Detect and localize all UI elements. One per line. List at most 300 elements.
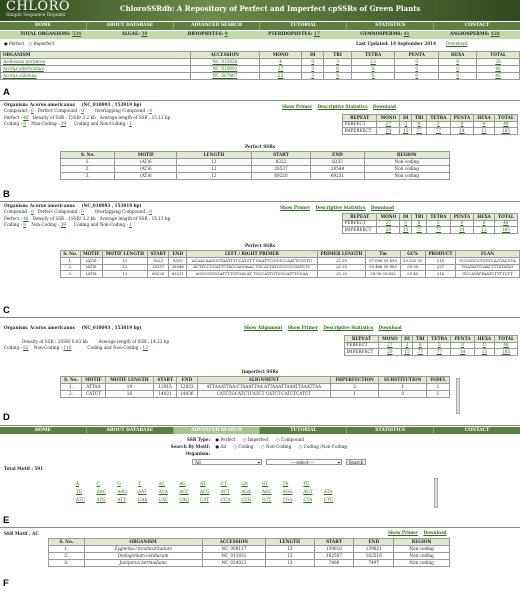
- table-row: [61, 166, 450, 173]
- table-cell-link[interactable]: 27: [385, 121, 392, 127]
- table-cell-link[interactable]: 0: [456, 65, 459, 71]
- show-primer-link[interactable]: Show Primer: [287, 325, 318, 330]
- motif-link[interactable]: T: [137, 481, 141, 486]
- table-cell: 12: [266, 560, 315, 567]
- table-cell-link[interactable]: 185: [502, 348, 511, 354]
- motif-select[interactable]: ----select---- ▾: [266, 459, 342, 465]
- show-primer-link[interactable]: Show Primer: [280, 205, 311, 210]
- motif-link[interactable]: ATC: [76, 496, 85, 502]
- panel-c: [0, 201, 520, 317]
- motif-link[interactable]: AAG: [117, 488, 127, 494]
- motif-link[interactable]: CCT: [261, 496, 272, 502]
- table-cell-link[interactable]: 14: [459, 226, 465, 232]
- table-cell-link[interactable]: 0: [460, 121, 464, 127]
- table-cell-link[interactable]: 15: [403, 226, 409, 232]
- table-cell[interactable]: [377, 128, 400, 134]
- download-link[interactable]: Download: [446, 41, 468, 46]
- table-cell-link[interactable]: 27: [387, 342, 393, 348]
- table-cell[interactable]: [324, 66, 352, 73]
- table-cell: Non coding: [394, 560, 450, 567]
- stat-gymno-link[interactable]: 41: [403, 31, 410, 37]
- table-cell: IMPERFECT: [343, 227, 377, 233]
- table-cell: 28548: [169, 264, 187, 271]
- table-cell: 2: [330, 384, 378, 391]
- radio-region-noncoding[interactable]: ○ Non-Coding: [260, 444, 292, 449]
- motif-link[interactable]: AGT: [303, 488, 313, 494]
- stat-algae: ALGAE: 39: [121, 31, 148, 37]
- nav-tutorial[interactable]: TUTORIAL: [260, 22, 347, 30]
- descriptive-stats-link[interactable]: Descriptive Statistics: [315, 205, 366, 210]
- links-f: [388, 531, 447, 536]
- table-cell: (AT)6: [80, 258, 102, 265]
- table-cell[interactable]: [324, 59, 352, 66]
- column-header: HEXA: [474, 214, 495, 221]
- stat-angio: ANGIOSPERMS: 428: [449, 31, 500, 37]
- site-title: ChloroSSRdb: A Repository of Perfect and Imperfect cpSSRs of Green Plants: [120, 4, 421, 13]
- table-cell[interactable]: [439, 59, 477, 66]
- table-cell: 59.96 59.655: [366, 271, 400, 278]
- radio-type-perfect[interactable]: ● Perfect: [215, 437, 236, 442]
- motif-link[interactable]: ACC: [179, 488, 189, 494]
- table-cell[interactable]: [191, 66, 260, 73]
- column-header: S. No.: [61, 152, 115, 159]
- table-cell: TGATAGTCAATTTTATATAT: [456, 264, 520, 271]
- show-alignment-link[interactable]: Show Alignment: [244, 325, 283, 330]
- table-cell[interactable]: [351, 66, 394, 73]
- motif-link[interactable]: TC: [303, 481, 310, 486]
- motif-link[interactable]: ACG: [199, 488, 210, 494]
- motif-link[interactable]: GT: [261, 481, 269, 486]
- stat-total-link[interactable]: 534: [72, 31, 82, 37]
- download-link[interactable]: Download: [370, 205, 394, 210]
- table-cell-link[interactable]: 45: [495, 72, 501, 78]
- motif-link[interactable]: AC: [158, 481, 165, 486]
- radio-region-all[interactable]: ● All: [215, 444, 227, 449]
- radio-type-imperfect[interactable]: ○ Imperfect: [242, 437, 269, 442]
- table-cell-link[interactable]: 29: [385, 127, 392, 133]
- motif-link[interactable]: CTA: [303, 496, 313, 502]
- descriptive-stats-link[interactable]: Descriptive Statistics: [323, 325, 374, 330]
- table-cell[interactable]: [401, 349, 413, 355]
- table-row: [49, 553, 450, 560]
- table-cell[interactable]: [351, 59, 394, 66]
- table-cell[interactable]: [477, 66, 520, 73]
- stat-bryo-link[interactable]: 9: [224, 31, 228, 37]
- table-row: [61, 391, 450, 398]
- table-cell: 12: [102, 258, 147, 265]
- table-cell-link[interactable]: 3: [404, 220, 408, 226]
- motif-link[interactable]: ATA: [323, 488, 333, 494]
- motif-link[interactable]: CCA: [220, 496, 231, 502]
- motif-link[interactable]: AGC: [261, 488, 272, 494]
- motif-link[interactable]: AAT: [137, 488, 147, 494]
- table-cell: 8322: [251, 159, 311, 166]
- table-cell-link[interactable]: 0: [415, 65, 419, 71]
- nav-statistics[interactable]: STATISTICS: [347, 22, 434, 30]
- noncoding-link[interactable]: 110: [63, 345, 72, 351]
- motif-link: [365, 482, 386, 487]
- table-cell-link[interactable]: 0: [311, 58, 315, 64]
- compound-link[interactable]: 0: [31, 108, 34, 114]
- table-cell: 12: [177, 166, 251, 173]
- compound-link[interactable]: 0: [31, 209, 34, 215]
- table-cell-link[interactable]: 8: [336, 72, 339, 78]
- table-cell: 1.: [61, 384, 82, 391]
- table-cell: Non coding: [364, 173, 449, 180]
- table-cell-link[interactable]: 0: [415, 72, 419, 78]
- column-header: MOTIF: [115, 152, 177, 159]
- table-cell-link[interactable]: 27: [277, 65, 284, 71]
- table-cell[interactable]: [259, 66, 302, 73]
- table-cell[interactable]: [395, 66, 439, 73]
- motif-link[interactable]: AGG: [282, 488, 293, 494]
- radio-perfect[interactable]: ● Perfect: [4, 41, 25, 46]
- motif-link[interactable]: A: [76, 481, 80, 486]
- nav-home[interactable]: HOME: [0, 427, 87, 434]
- table-cell-link[interactable]: Acorus calamus: [3, 72, 37, 78]
- col-tetra: TETRA: [351, 52, 394, 59]
- table-row: [343, 227, 518, 233]
- show-primer-link[interactable]: Show Primer: [282, 104, 313, 109]
- table-cell[interactable]: [474, 227, 495, 233]
- stat-algae-link[interactable]: 39: [141, 31, 148, 37]
- table-cell: ACTTCCCGATTCTACCAGGAAC TGCATTATGCCCCCGATCTC: [187, 264, 317, 271]
- table-cell-link[interactable]: 13: [481, 226, 487, 232]
- table-cell-link[interactable]: 185: [501, 127, 510, 133]
- column-header: START: [251, 152, 311, 159]
- table-cell[interactable]: [451, 349, 474, 355]
- table-cell[interactable]: [378, 349, 401, 355]
- motif-link[interactable]: ATT: [117, 496, 126, 502]
- table-cell[interactable]: [427, 128, 450, 134]
- table-cell-link[interactable]: 185: [501, 226, 510, 232]
- download-link[interactable]: Download: [378, 325, 402, 330]
- table-cell-link[interactable]: 48: [503, 220, 509, 226]
- column-header: TETRA: [427, 214, 450, 221]
- table-cell-link[interactable]: 8: [418, 342, 422, 348]
- candnc-link[interactable]: 1: [129, 221, 132, 227]
- column-header: MONO: [377, 115, 400, 122]
- motif-link: [345, 490, 366, 495]
- table-cell[interactable]: [474, 349, 494, 355]
- table-cell[interactable]: [400, 227, 412, 233]
- noncoding-link[interactable]: 39: [60, 221, 67, 227]
- motif-link[interactable]: ATG: [96, 496, 106, 502]
- table-cell[interactable]: [377, 227, 400, 233]
- table-cell: NC_024021: [202, 560, 265, 567]
- table-cell-link[interactable]: 3: [405, 342, 409, 348]
- download-link[interactable]: Download: [423, 530, 447, 535]
- radio-region-both[interactable]: ○ Coding /Non-Coding: [298, 444, 347, 449]
- links-d: [244, 326, 402, 331]
- show-primer-link[interactable]: Show Primer: [388, 530, 419, 535]
- table-cell-link[interactable]: 77: [435, 127, 442, 133]
- table-cell-link[interactable]: 20: [495, 58, 501, 64]
- motif-link[interactable]: CAG: [179, 496, 189, 502]
- table-cell-link[interactable]: 48: [495, 65, 501, 71]
- table-cell[interactable]: [259, 73, 302, 80]
- motif-link[interactable]: ACT: [220, 488, 230, 494]
- table-cell-link[interactable]: 29: [385, 226, 392, 232]
- column-header: S. No.: [49, 539, 85, 546]
- scrollbar[interactable]: [456, 378, 460, 414]
- search-button[interactable]: Search: [346, 459, 366, 465]
- coding-link[interactable]: 62: [23, 345, 29, 351]
- descriptive-stats-link[interactable]: Descriptive Statistics: [317, 104, 368, 109]
- col-mono: MONO: [259, 52, 302, 59]
- table-cell-link[interactable]: 77: [417, 348, 423, 354]
- table-cell-link[interactable]: 0: [415, 58, 419, 64]
- table-cell: ATTAAATTAA-CTAAATTAA ATTAAATTAAATTAAATTAA: [197, 384, 330, 391]
- table-cell: (AT)6: [80, 271, 102, 278]
- table-cell: 2.: [49, 553, 85, 560]
- table-cell-link[interactable]: 14: [459, 348, 466, 354]
- table-cell: Non coding: [364, 166, 449, 173]
- table-cell-link[interactable]: 77: [435, 226, 442, 232]
- table-cell[interactable]: [494, 128, 517, 134]
- table-cell: 12: [266, 553, 315, 560]
- col-total: TOTAL: [477, 52, 520, 59]
- table-cell-link[interactable]: 0: [460, 220, 464, 226]
- table-cell-link[interactable]: 4: [279, 58, 282, 64]
- logo[interactable]: CHLORO: [6, 0, 71, 14]
- motif-link[interactable]: CGA: [282, 496, 293, 502]
- nav-contact[interactable]: CONTACT: [464, 428, 490, 433]
- table-cell: 69220: [251, 173, 311, 180]
- table-cell-link[interactable]: 5: [371, 65, 375, 71]
- radio-type-compound[interactable]: ○ Compound: [276, 437, 305, 442]
- table-cell-link[interactable]: 0: [482, 220, 486, 226]
- table-cell-link[interactable]: 27: [385, 220, 392, 226]
- table-cell-link[interactable]: 3: [404, 121, 408, 127]
- table-cell[interactable]: [302, 73, 324, 80]
- column-header: S. No.: [61, 377, 82, 384]
- motif-link[interactable]: G: [117, 481, 121, 486]
- table-cell-link[interactable]: 77: [436, 348, 442, 354]
- table-cell[interactable]: [400, 128, 412, 134]
- table-cell-link[interactable]: 3: [311, 72, 315, 78]
- table-cell-link[interactable]: 15: [403, 127, 409, 133]
- table-cell-link[interactable]: 0: [483, 342, 486, 348]
- motif-link[interactable]: CTC: [323, 496, 334, 502]
- table-cell-link[interactable]: 0: [482, 121, 486, 127]
- scrollbar[interactable]: [434, 478, 438, 508]
- table-cell: 227: [425, 264, 455, 271]
- table-cell-link[interactable]: NC_010093: [212, 65, 238, 71]
- nav-home[interactable]: HOME: [0, 22, 87, 30]
- search-nav: [0, 427, 520, 434]
- table-cell-link[interactable]: 0: [456, 58, 459, 64]
- table-cell-link[interactable]: 13: [370, 58, 376, 64]
- motif-link[interactable]: CT: [220, 481, 227, 486]
- table-cell[interactable]: [494, 227, 517, 233]
- table-cell[interactable]: [351, 73, 394, 80]
- motif-link[interactable]: AT: [199, 481, 206, 486]
- table-cell[interactable]: [427, 227, 450, 233]
- candnc-link[interactable]: 13: [142, 345, 148, 351]
- radio-imperfect[interactable]: ○ Imperfect: [28, 41, 55, 46]
- table-cell: 216: [425, 271, 455, 278]
- table-cell[interactable]: [439, 73, 477, 80]
- table-cell-link[interactable]: 77: [416, 226, 422, 232]
- motif-link[interactable]: TA: [282, 481, 289, 486]
- table-cell[interactable]: [412, 128, 427, 134]
- panel-b: [0, 100, 520, 201]
- overlap-link[interactable]: 0: [149, 108, 152, 114]
- table-cell-link[interactable]: Acidosasa purpurea: [3, 58, 46, 64]
- table-cell-link[interactable]: 77: [416, 127, 422, 133]
- overlap-link[interactable]: 0: [149, 209, 152, 215]
- org-name: Organism: Acorus americanus: [4, 325, 75, 330]
- coding-link[interactable]: 8: [23, 221, 26, 227]
- table-cell-link[interactable]: 8: [417, 121, 421, 127]
- table-cell: 16: [105, 391, 153, 398]
- org-accession: (NC_010093 , 153819 bp): [81, 102, 142, 107]
- nav-contact[interactable]: CONTACT: [464, 23, 490, 28]
- motif-link: [345, 482, 366, 487]
- table-cell: ACAACAAGGGTAATTTCCATCTT GAATTCGGGCCAATTCGGTG: [187, 258, 317, 265]
- table-cell-link[interactable]: 23: [277, 72, 284, 78]
- table-cell[interactable]: [1, 66, 191, 73]
- table-cell: 139610: [314, 546, 354, 553]
- table-cell[interactable]: [477, 59, 520, 66]
- nav-advanced-search[interactable]: ADVANCED SEARCH: [174, 427, 261, 434]
- table-cell-link[interactable]: 29: [387, 348, 393, 354]
- table-cell[interactable]: [495, 349, 518, 355]
- table-cell[interactable]: [302, 66, 324, 73]
- column-header: LENGTH: [266, 539, 315, 546]
- table-cell-link[interactable]: 8: [417, 220, 421, 226]
- table-cell-link[interactable]: Acorus americanus: [3, 65, 44, 71]
- table-cell[interactable]: [428, 349, 451, 355]
- col-di: DI: [302, 52, 324, 59]
- column-header: GC%: [400, 251, 425, 258]
- table-cell[interactable]: [324, 73, 352, 80]
- tagline: Simple Sequence Repeats: [6, 13, 66, 18]
- motif-link[interactable]: CAC: [158, 496, 169, 502]
- table-cell: 2.: [61, 166, 115, 173]
- table-cell[interactable]: [413, 349, 428, 355]
- table-cell[interactable]: [395, 59, 439, 66]
- table-cell: ATTAA: [81, 384, 105, 391]
- motif-link[interactable]: GA: [241, 481, 248, 486]
- table-cell[interactable]: [259, 59, 302, 66]
- table-cell-link[interactable]: 0: [461, 342, 464, 348]
- table-cell-link[interactable]: 13: [481, 127, 487, 133]
- table-cell-link[interactable]: 48: [503, 121, 509, 127]
- col-tri: TRI: [324, 52, 352, 59]
- motif-link[interactable]: TG: [76, 488, 83, 494]
- nav-advanced-search[interactable]: ADVANCED SEARCH: [174, 22, 261, 30]
- table-cell: 12: [102, 264, 147, 271]
- motif-link[interactable]: AG: [179, 481, 186, 486]
- motif-link[interactable]: C: [96, 481, 100, 486]
- table-cell-link[interactable]: 8: [336, 65, 339, 71]
- column-header: PENTA: [450, 214, 474, 221]
- table-cell[interactable]: [474, 128, 495, 134]
- table-cell-link[interactable]: 3: [336, 58, 339, 64]
- table-cell: Oedogonium cardiacum: [84, 553, 202, 560]
- motif-link[interactable]: AAC: [96, 488, 106, 494]
- table-cell[interactable]: [1, 59, 191, 66]
- table-cell-link[interactable]: 48: [503, 342, 509, 348]
- motif-link[interactable]: CAT: [199, 496, 209, 502]
- table-cell[interactable]: [450, 128, 474, 134]
- perfect-link[interactable]: 48: [23, 114, 29, 120]
- org-accession: (NC_010093 , 153819 bp): [81, 203, 142, 208]
- organism-table: [0, 51, 520, 80]
- table-cell: 33.333 55: [400, 258, 425, 265]
- candnc-link[interactable]: 1: [129, 120, 132, 126]
- motif-link[interactable]: AGA: [241, 488, 251, 494]
- column-header: END: [311, 152, 364, 159]
- table-cell-link[interactable]: 13: [481, 348, 488, 354]
- table-cell[interactable]: [191, 73, 260, 80]
- stat-total: TOTAL ORGANISMS: 534: [20, 31, 82, 37]
- nav-statistics[interactable]: STATISTICS: [347, 427, 434, 434]
- motif-link[interactable]: ACA: [158, 488, 168, 494]
- column-header: REPEAT: [345, 336, 379, 343]
- nav-tutorial[interactable]: TUTORIAL: [260, 427, 347, 434]
- pcompound-link[interactable]: 0: [81, 209, 84, 215]
- noncoding-link[interactable]: 39: [60, 120, 67, 126]
- motif-link[interactable]: CCG: [241, 496, 252, 502]
- table-cell-link[interactable]: 14: [459, 127, 465, 133]
- table-cell-link[interactable]: 0: [456, 72, 459, 78]
- table-cell: (AT)6: [115, 166, 177, 173]
- table-cell[interactable]: [302, 59, 324, 66]
- download-link[interactable]: Download: [372, 104, 396, 109]
- table-cell-link[interactable]: NC_007407: [212, 72, 238, 78]
- table-cell-link[interactable]: 15: [404, 348, 410, 354]
- motif-grid: [76, 482, 386, 502]
- coding-link[interactable]: 8: [23, 120, 26, 126]
- stat-pterido-link[interactable]: 17: [313, 31, 320, 37]
- table-cell: 69231: [311, 173, 364, 180]
- panel-label-b: B: [3, 189, 10, 200]
- column-header: Tm: [366, 251, 400, 258]
- table-cell-link[interactable]: 5: [437, 342, 441, 348]
- table-cell-link[interactable]: 5: [371, 72, 375, 78]
- table-cell[interactable]: [1, 73, 191, 80]
- table-cell: PERFECT: [343, 221, 377, 227]
- table-cell[interactable]: [412, 227, 427, 233]
- motif-link: [365, 490, 386, 495]
- table-cell-link[interactable]: NC_015820: [212, 58, 238, 64]
- table-cell[interactable]: [477, 73, 520, 80]
- org-name: Organism: Acorus americanus: [4, 102, 75, 107]
- column-header: S. No.: [61, 251, 81, 258]
- column-header: START: [154, 377, 177, 384]
- table-cell: 14021: [154, 391, 177, 398]
- table-cell: 216: [425, 258, 455, 265]
- table-cell[interactable]: [439, 66, 477, 73]
- nav-about[interactable]: ABOUT DATABASE: [87, 22, 174, 30]
- pcompound-link[interactable]: 0: [81, 108, 84, 114]
- table-cell[interactable]: [395, 73, 439, 80]
- table-cell[interactable]: [191, 59, 260, 66]
- table-cell[interactable]: [450, 227, 474, 233]
- perfect-link[interactable]: 48: [23, 215, 29, 221]
- table-cell-link[interactable]: 5: [437, 121, 440, 127]
- table-cell-link[interactable]: 5: [437, 220, 440, 226]
- motif-link[interactable]: CAA: [137, 496, 148, 502]
- radio-region-coding[interactable]: ○ Coding: [233, 444, 254, 449]
- stat-angio-link[interactable]: 428: [490, 31, 500, 37]
- table-cell-link[interactable]: 3: [311, 65, 315, 71]
- organism-select[interactable]: All ▾: [192, 459, 262, 465]
- nav-about[interactable]: ABOUT DATABASE: [87, 427, 174, 434]
